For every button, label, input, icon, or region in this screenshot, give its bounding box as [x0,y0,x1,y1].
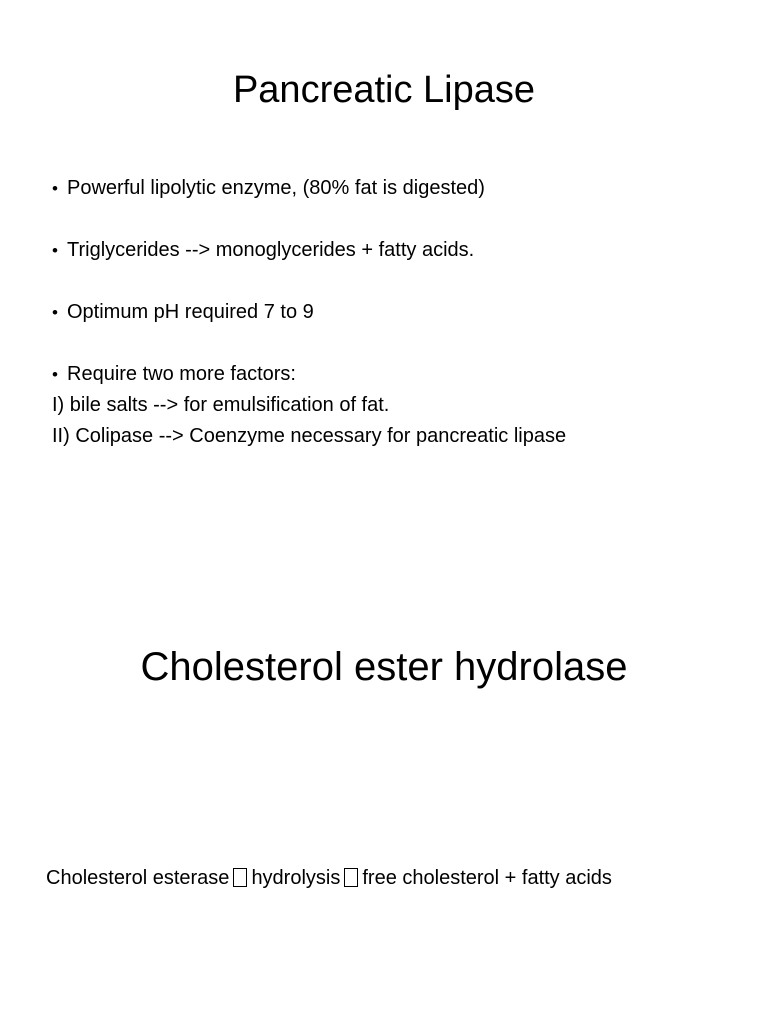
bullet-list [52,173,742,452]
bullet-item [52,235,742,266]
bullet-icon: • [52,303,58,322]
bullet-text: Triglycerides --> monoglycerides + fatty acids. [67,239,475,261]
bullet-item [52,297,742,328]
bullet-text: Require two more factors: [67,363,296,385]
bullet-item [52,359,742,390]
bullet-icon: • [52,365,58,384]
bullet-text: Powerful lipolytic enzyme, (80% fat is digested) [67,177,485,199]
formula-products: free cholesterol + fatty acids [362,867,612,889]
missing-glyph-icon [233,868,247,887]
bullet-text: Optimum pH required 7 to 9 [67,301,314,323]
slide-title: Cholesterol ester hydrolase [140,645,628,689]
sub-item: I) bile salts --> for emulsification of fat. [52,394,390,416]
bullet-icon: • [52,241,58,260]
bullet-item [52,173,742,204]
formula-line [46,864,612,892]
formula-process: hydrolysis [251,867,341,889]
formula-enzyme: Cholesterol esterase [46,867,230,889]
bullet-icon: • [52,179,58,198]
missing-glyph-icon [344,868,358,887]
sub-item: II) Colipase --> Coenzyme necessary for pancreatic lipase [52,425,567,447]
slide-title: Pancreatic Lipase [232,69,536,111]
